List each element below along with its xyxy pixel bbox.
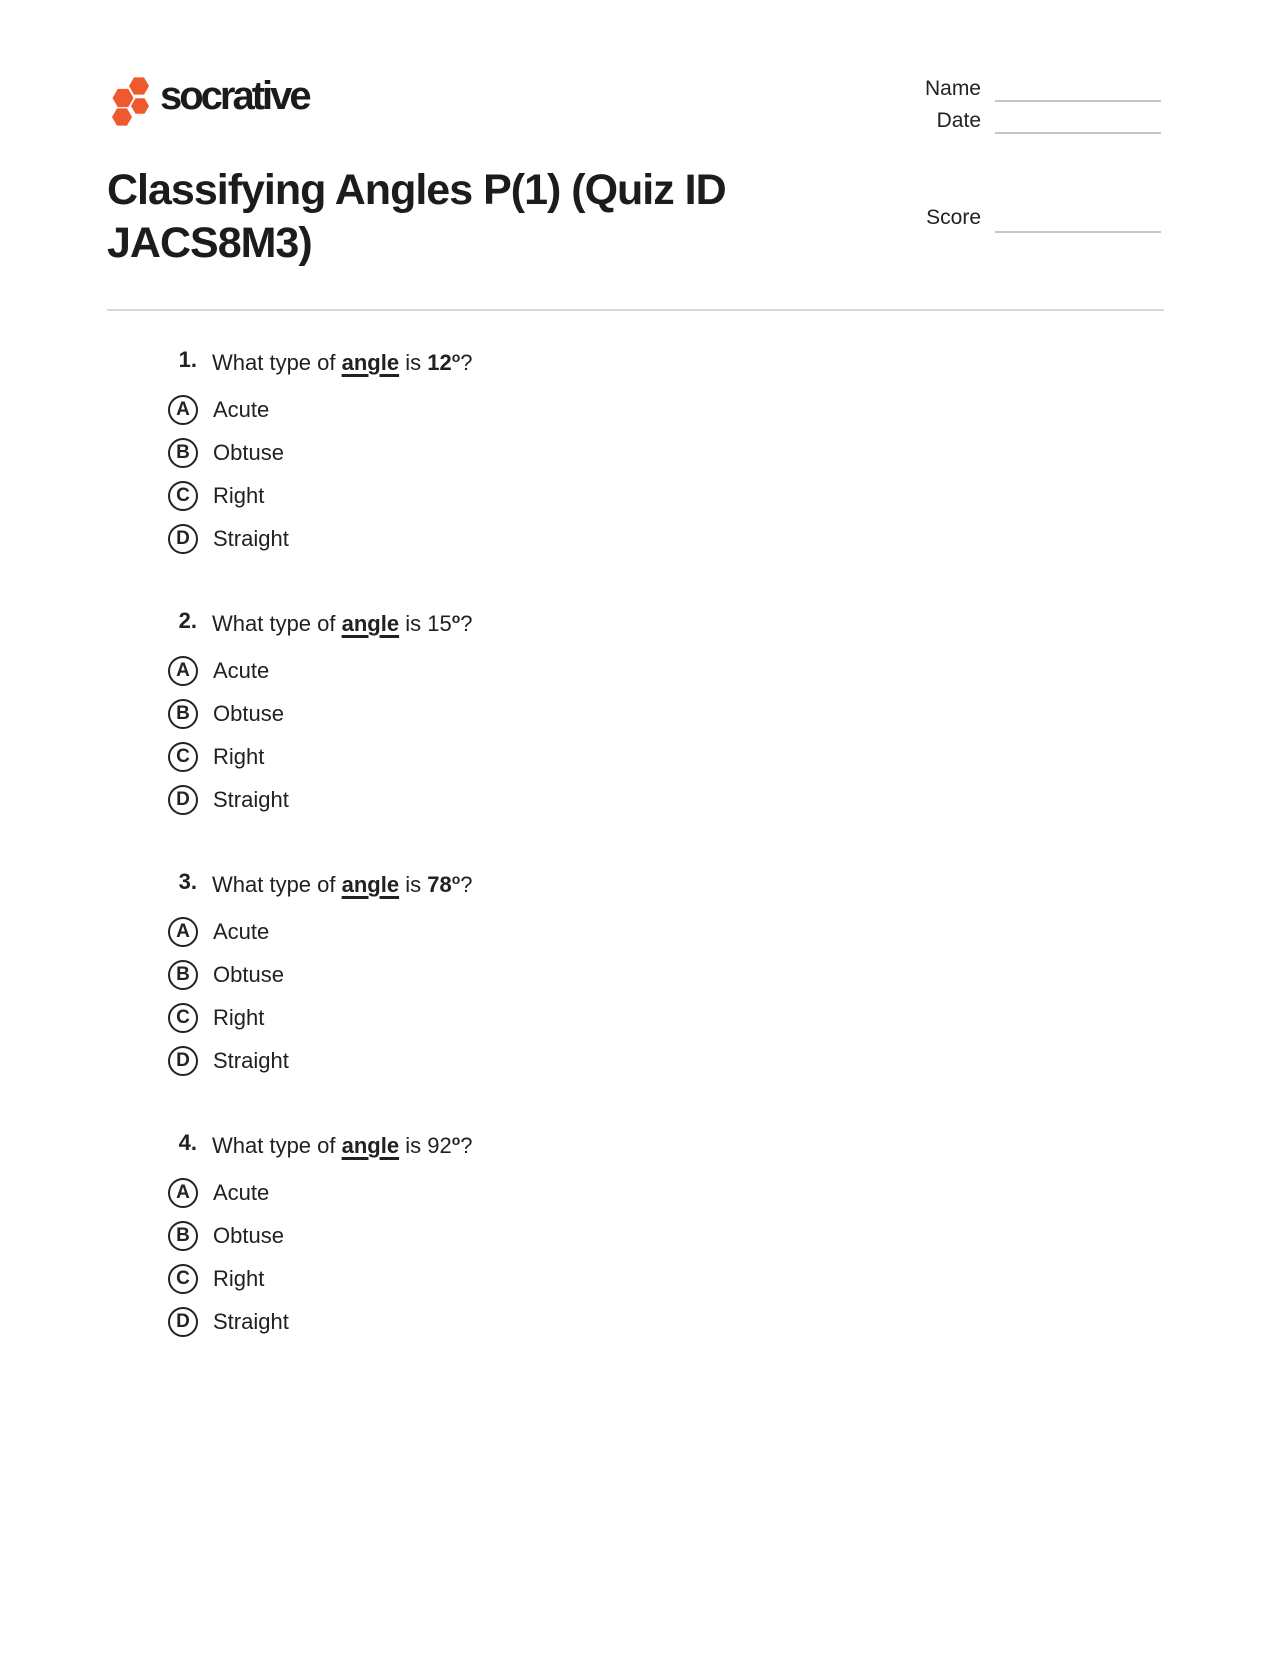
answer-label: Right xyxy=(213,482,265,508)
answer-label: Straight xyxy=(213,1047,289,1073)
answer-bubble-b[interactable]: B xyxy=(168,699,198,729)
answer-label: Acute xyxy=(213,918,270,944)
answer-label: Straight xyxy=(213,786,289,812)
question-text xyxy=(212,348,473,377)
question-keyword: angle xyxy=(341,350,400,375)
answer-label: Right xyxy=(213,743,265,769)
question-2-text-row xyxy=(168,609,473,638)
answer-bubble-a[interactable]: A xyxy=(168,395,198,425)
answer-label: Right xyxy=(213,1265,265,1291)
degree-superscript: o xyxy=(451,610,461,626)
answer-option-a[interactable] xyxy=(168,649,473,692)
answer-label: Acute xyxy=(213,1179,270,1205)
question-list xyxy=(168,348,473,1392)
date-fill-in-line xyxy=(995,132,1161,134)
angle-value: 92 xyxy=(427,1133,452,1158)
answer-option-d[interactable] xyxy=(168,1039,473,1082)
question-text xyxy=(212,609,473,638)
answer-label: Right xyxy=(213,1004,265,1030)
question-text-suffix: ? xyxy=(460,1133,473,1158)
question-1-text-row xyxy=(168,348,473,377)
answer-option-b[interactable] xyxy=(168,692,473,735)
question-text-connector: is xyxy=(399,611,428,636)
date-field-label: Date xyxy=(936,109,981,132)
answer-bubble-a[interactable]: A xyxy=(168,917,198,947)
question-number: 2. xyxy=(178,608,197,633)
question-1 xyxy=(168,348,473,560)
answer-label: Obtuse xyxy=(213,1222,284,1248)
degree-superscript: o xyxy=(451,349,461,365)
question-text-prefix: What type of xyxy=(212,611,342,636)
quiz-title-line2: JACS8M3) xyxy=(107,219,312,267)
answer-bubble-b[interactable]: B xyxy=(168,1221,198,1251)
angle-value: 12 xyxy=(427,350,452,375)
answer-bubble-c[interactable]: C xyxy=(168,481,198,511)
score-field-label: Score xyxy=(926,206,981,229)
question-text-connector: is xyxy=(399,1133,428,1158)
answer-option-d[interactable] xyxy=(168,778,473,821)
answer-label: Obtuse xyxy=(213,961,284,987)
answer-option-c[interactable] xyxy=(168,1257,473,1300)
answer-bubble-a[interactable]: A xyxy=(168,1178,198,1208)
question-number: 3. xyxy=(178,869,197,894)
answer-option-b[interactable] xyxy=(168,953,473,996)
question-2 xyxy=(168,609,473,821)
answer-label: Straight xyxy=(213,1308,289,1334)
answer-label: Obtuse xyxy=(213,700,284,726)
answer-label: Straight xyxy=(213,525,289,551)
angle-value: 78 xyxy=(427,872,452,897)
answer-label: Acute xyxy=(213,657,270,683)
degree-superscript: o xyxy=(451,871,461,887)
degree-superscript: o xyxy=(451,1132,461,1148)
question-4-text-row xyxy=(168,1131,473,1160)
answer-bubble-b[interactable]: B xyxy=(168,438,198,468)
answer-option-c[interactable] xyxy=(168,735,473,778)
socrative-logo-icon xyxy=(109,71,153,129)
answer-option-c[interactable] xyxy=(168,474,473,517)
question-keyword: angle xyxy=(341,872,400,897)
question-text-suffix: ? xyxy=(460,350,473,375)
question-text-connector: is xyxy=(399,872,428,897)
answer-bubble-d[interactable]: D xyxy=(168,1307,198,1337)
answer-bubble-c[interactable]: C xyxy=(168,1264,198,1294)
quiz-title xyxy=(107,164,726,270)
question-4 xyxy=(168,1131,473,1343)
question-3 xyxy=(168,870,473,1082)
question-number: 1. xyxy=(178,347,197,372)
question-text xyxy=(212,1131,473,1160)
answer-label: Acute xyxy=(213,396,270,422)
header-divider xyxy=(107,309,1164,311)
score-fill-in-line xyxy=(995,231,1161,233)
quiz-title-line1: Classifying Angles P(1) (Quiz ID xyxy=(107,166,726,214)
answer-bubble-d[interactable]: D xyxy=(168,524,198,554)
question-number: 4. xyxy=(178,1130,197,1155)
question-text-suffix: ? xyxy=(460,872,473,897)
name-fill-in-line xyxy=(995,100,1161,102)
answer-option-a[interactable] xyxy=(168,910,473,953)
question-keyword: angle xyxy=(341,611,400,636)
answer-option-d[interactable] xyxy=(168,517,473,560)
socrative-wordmark: socrative xyxy=(160,74,309,118)
answer-option-c[interactable] xyxy=(168,996,473,1039)
question-text-prefix: What type of xyxy=(212,1133,342,1158)
question-text-prefix: What type of xyxy=(212,872,342,897)
question-text-connector: is xyxy=(399,350,428,375)
answer-label: Obtuse xyxy=(213,439,284,465)
answer-option-a[interactable] xyxy=(168,388,473,431)
answer-bubble-b[interactable]: B xyxy=(168,960,198,990)
answer-option-b[interactable] xyxy=(168,431,473,474)
question-text-prefix: What type of xyxy=(212,350,342,375)
answer-bubble-a[interactable]: A xyxy=(168,656,198,686)
answer-option-a[interactable] xyxy=(168,1171,473,1214)
name-field-label: Name xyxy=(924,77,981,100)
question-3-text-row xyxy=(168,870,473,899)
question-text-suffix: ? xyxy=(460,611,473,636)
answer-option-b[interactable] xyxy=(168,1214,473,1257)
answer-bubble-c[interactable]: C xyxy=(168,1003,198,1033)
answer-option-d[interactable] xyxy=(168,1300,473,1343)
question-keyword: angle xyxy=(341,1133,400,1158)
question-text xyxy=(212,870,473,899)
answer-bubble-c[interactable]: C xyxy=(168,742,198,772)
angle-value: 15 xyxy=(427,611,452,636)
answer-bubble-d[interactable]: D xyxy=(168,785,198,815)
answer-bubble-d[interactable]: D xyxy=(168,1046,198,1076)
